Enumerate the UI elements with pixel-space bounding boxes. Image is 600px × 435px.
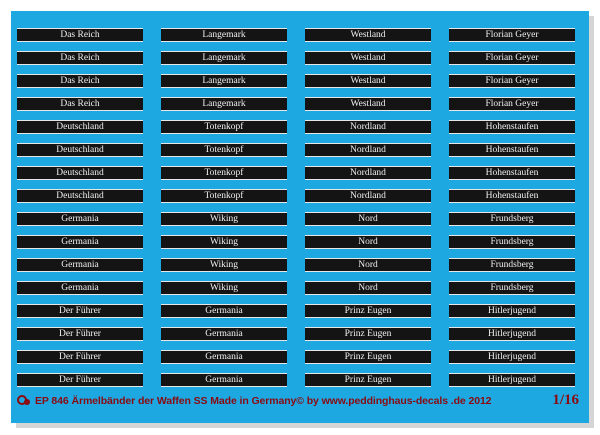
armband-decal: Deutschland [17,143,143,157]
armband-decal: Wiking [161,212,287,226]
armband-decal: Totenkopf [161,166,287,180]
footer-text: EP 846 Ärmelbänder der Waffen SS Made in Germany© by www.peddinghaus-decals .de 2012 [35,395,492,407]
armband-decal: Langemark [161,28,287,42]
armband-decal: Frundsberg [449,212,575,226]
armband-decal: Das Reich [17,74,143,88]
armband-decal: Germania [17,281,143,295]
armband-decal: Hohenstaufen [449,120,575,134]
armband-decal: Nordland [305,120,431,134]
armband-decal: Westland [305,74,431,88]
scale-label: 1/16 [552,392,579,408]
armband-decal: Hohenstaufen [449,189,575,203]
armband-decal: Hitlerjugend [449,304,575,318]
armband-decal: Nordland [305,143,431,157]
armband-decal: Nord [305,281,431,295]
armband-decal: Germania [17,235,143,249]
armband-decal: Totenkopf [161,143,287,157]
armband-decal: Hohenstaufen [449,143,575,157]
armband-decal: Prinz Eugen [305,304,431,318]
armband-decal: Das Reich [17,28,143,42]
armband-decal: Wiking [161,258,287,272]
armband-decal: Westland [305,97,431,111]
armband-decal: Hitlerjugend [449,350,575,364]
armband-decal: Germania [161,327,287,341]
armband-decal: Florian Geyer [449,97,575,111]
armband-decal: Totenkopf [161,120,287,134]
armband-decal: Langemark [161,97,287,111]
armband-decal: Nordland [305,166,431,180]
armband-decal: Germania [161,373,287,387]
armband-decal: Prinz Eugen [305,327,431,341]
armband-decal: Frundsberg [449,235,575,249]
armband-decal: Der Führer [17,327,143,341]
armband-decal: Totenkopf [161,189,287,203]
footer [15,393,583,413]
armband-decal: Nord [305,235,431,249]
armband-decal: Germania [17,212,143,226]
armband-decal: Florian Geyer [449,28,575,42]
armband-decal: Hitlerjugend [449,327,575,341]
armband-decal: Langemark [161,74,287,88]
armband-decal: Wiking [161,235,287,249]
armband-decal: Wiking [161,281,287,295]
armband-decal: Deutschland [17,120,143,134]
armband-decal: Frundsberg [449,258,575,272]
peddinghaus-logo-icon [17,393,31,407]
armband-decal: Hohenstaufen [449,166,575,180]
armband-decal: Frundsberg [449,281,575,295]
armband-decal: Deutschland [17,189,143,203]
armband-decal: Der Führer [17,350,143,364]
armband-decal: Der Führer [17,304,143,318]
armband-decal: Hitlerjugend [449,373,575,387]
armband-decal: Germania [161,304,287,318]
armband-decal: Nord [305,258,431,272]
armband-decal: Das Reich [17,51,143,65]
armband-decal: Langemark [161,51,287,65]
armband-decal: Westland [305,51,431,65]
armband-decal: Westland [305,28,431,42]
armband-decal: Prinz Eugen [305,373,431,387]
armband-decal: Florian Geyer [449,74,575,88]
armband-decal: Prinz Eugen [305,350,431,364]
armband-decal: Nord [305,212,431,226]
decal-sheet [11,11,589,423]
armband-decal: Deutschland [17,166,143,180]
armband-decal: Nordland [305,189,431,203]
armband-decal: Florian Geyer [449,51,575,65]
armband-decal: Germania [161,350,287,364]
armband-decal: Das Reich [17,97,143,111]
armband-decal: Der Führer [17,373,143,387]
armband-decal: Germania [17,258,143,272]
